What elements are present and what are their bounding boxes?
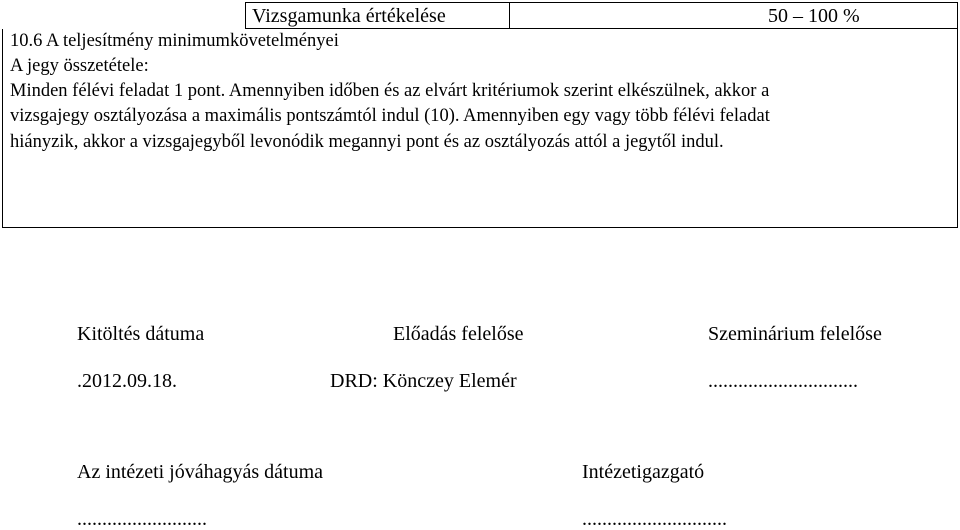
fill-date-value: .2012.09.18. [77, 370, 177, 392]
section-subtitle: A jegy összetétele: [10, 56, 149, 76]
assessment-label: Vizsgamunka értékelése [252, 5, 446, 27]
lecture-owner-value: DRD: Könczey Elemér [330, 370, 517, 392]
percentage-range: 50 – 100 % [768, 5, 860, 27]
fill-date-label: Kitöltés dátuma [77, 323, 205, 345]
approval-date-label: Az intézeti jóváhagyás dátuma [77, 461, 324, 483]
section-title: 10.6 A teljesítmény minimumkövetelményei [10, 31, 339, 51]
body-line: hiányzik, akkor a vizsgajegyből levonódik megannyi pont és az osztályozás attól a jegytől indul. [10, 132, 724, 152]
seminar-owner-label: Szeminárium felelőse [708, 323, 882, 345]
lecture-owner-label: Előadás felelőse [393, 323, 524, 345]
director-value: ............................. [582, 508, 727, 530]
percentage-range-cell [510, 2, 958, 29]
director-label: Intézetigazgató [582, 461, 705, 483]
seminar-owner-value: .............................. [708, 370, 858, 392]
body-line: Minden félévi feladat 1 pont. Amennyiben időben és az elvárt kritériumok szerint elkészülnek, akkor a [10, 81, 770, 101]
body-line: vizsgajegy osztályozása a maximális pontszámtól indul (10). Amennyiben egy vagy több félévi feladat [10, 106, 770, 126]
approval-date-value: .......................... [77, 508, 207, 530]
